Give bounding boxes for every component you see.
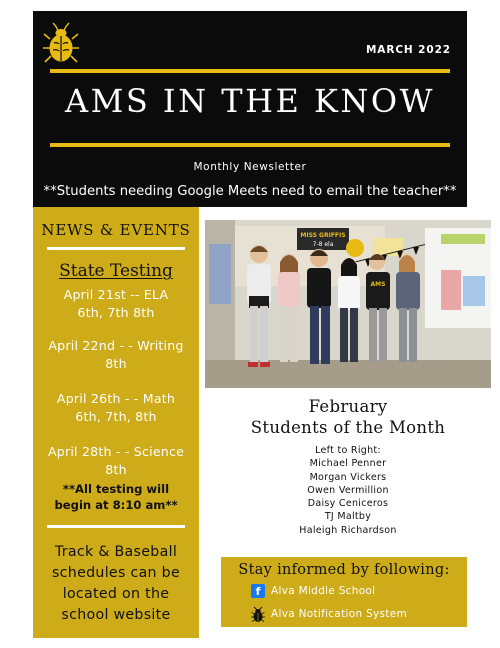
exam-date: April 28th - - Science: [47, 444, 185, 459]
stay-informed-box: [221, 557, 467, 627]
news-events-heading: NEWS & EVENTS: [41, 221, 191, 239]
exam-item: [33, 337, 199, 373]
sidebar-divider: [47, 247, 185, 250]
notification-link-label: Alva Notification System: [271, 608, 408, 620]
names-caption: Left to Right:: [315, 445, 381, 456]
schedules-note: [33, 542, 199, 626]
exam-grades: 8th: [105, 356, 127, 371]
schedules-line: located on the: [62, 586, 170, 602]
exam-item: [33, 286, 199, 322]
sotm-title-line: Students of the Month: [250, 418, 446, 437]
students-of-month-title: [205, 396, 491, 438]
sidebar-divider: [47, 525, 185, 528]
schedules-line: Track & Baseball: [54, 544, 178, 560]
beetle-logo-icon: [43, 19, 79, 65]
facebook-link-label: Alva Middle School: [271, 585, 376, 597]
newsletter-header: [33, 11, 467, 207]
exam-date: April 26th - - Math: [56, 391, 176, 406]
sotm-title-line: February: [308, 397, 388, 416]
exam-date: April 21st -- ELA: [63, 287, 169, 302]
header-rule-top: [50, 69, 450, 73]
testing-note-line: begin at 8:10 am**: [54, 498, 178, 512]
student-name: Owen Vermillion: [307, 484, 389, 496]
exam-grades: 8th: [105, 462, 127, 477]
students-photo: [205, 220, 491, 388]
testing-note-line: **All testing will: [62, 482, 170, 496]
news-events-sidebar: [33, 207, 199, 638]
student-name: Michael Penner: [309, 458, 387, 470]
testing-start-note: [33, 481, 199, 513]
student-name: Haleigh Richardson: [299, 524, 397, 536]
header-rule-bottom: [50, 143, 450, 147]
exam-grades: 6th, 7th, 8th: [75, 409, 157, 424]
class-sign-label: 7-8 ela: [312, 241, 334, 248]
google-meets-notice: **Students needing Google Meets need to email the teacher**: [43, 184, 457, 199]
stay-informed-heading: Stay informed by following:: [238, 562, 450, 578]
student-names-list: [205, 444, 491, 537]
schedules-line: school website: [61, 607, 171, 623]
student-name: Morgan Vickers: [309, 471, 387, 483]
schedules-line: schedules can be: [51, 565, 180, 581]
notification-system-link[interactable]: [251, 605, 407, 623]
exam-grades: 6th, 7th 8th: [77, 305, 155, 320]
facebook-icon: f: [251, 584, 265, 598]
exam-item: [33, 443, 199, 479]
state-testing-heading: State Testing: [59, 261, 173, 281]
class-sign-text: MISS GRIFFIS: [300, 232, 346, 239]
newsletter-subtitle: Monthly Newsletter: [193, 161, 307, 173]
issue-date: MARCH 2022: [365, 44, 451, 56]
newsletter-title: AMS IN THE KNOW: [64, 82, 436, 120]
beetle-icon: [251, 606, 265, 622]
student-name: TJ Maltby: [324, 511, 372, 523]
exam-date: April 22nd - - Writing: [48, 338, 184, 353]
student-name: Daisy Ceniceros: [307, 498, 389, 510]
shirt-text: AMS: [370, 281, 386, 288]
exam-item: [33, 390, 199, 426]
facebook-link[interactable]: [251, 582, 375, 600]
